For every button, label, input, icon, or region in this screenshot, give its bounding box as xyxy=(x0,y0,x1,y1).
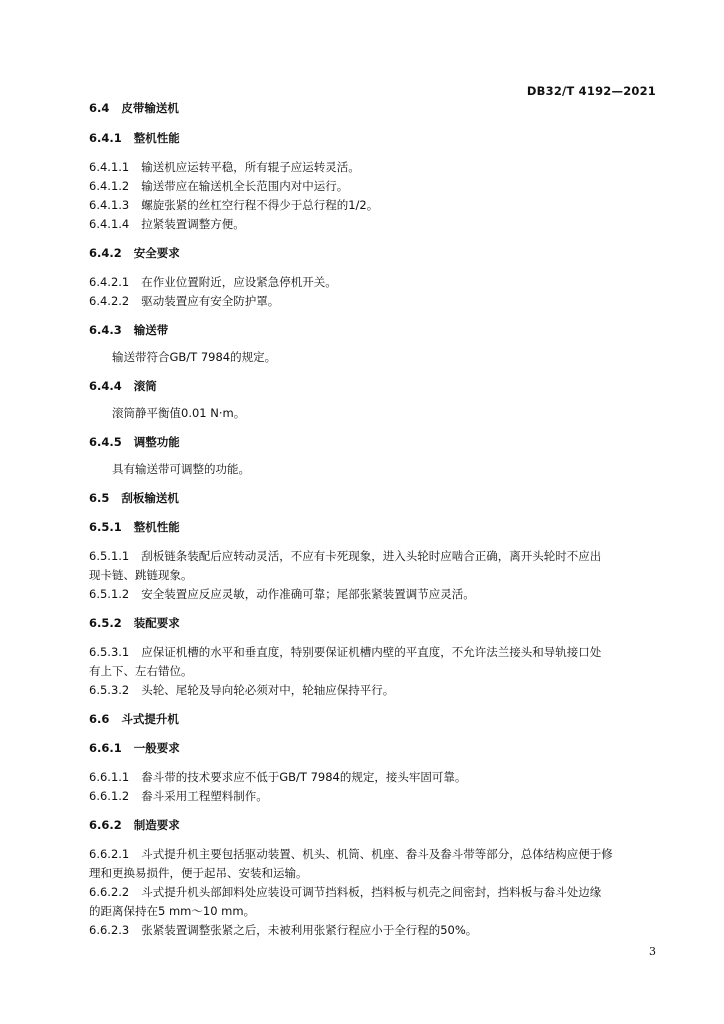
section-heading: 6.5 刮板输送机 xyxy=(89,491,179,505)
section-heading: 6.4.1 整机性能 xyxy=(89,131,180,145)
section-heading: 6.6 斗式提升机 xyxy=(89,712,179,726)
body-text: 输送带符合GB/T 7984的规定。 xyxy=(112,350,277,364)
clause: 6.4.2.2 驱动装置应有安全防护罩。 xyxy=(89,294,280,308)
body-text: 具有输送带可调整的功能。 xyxy=(112,462,250,476)
document-code: DB32/T 4192—2021 xyxy=(526,84,656,98)
clause: 6.5.1.2 安全装置应反应灵敏，动作准确可靠；尾部张紧装置调节应灵活。 xyxy=(89,587,475,601)
section-heading: 6.6.2 制造要求 xyxy=(89,818,180,832)
section-heading: 6.5.2 装配要求 xyxy=(89,616,180,630)
clause: 6.6.2.3 张紧装置调整张紧之后，未被利用张紧行程应小于全行程的50%。 xyxy=(89,923,478,937)
clause: 6.6.1.1 畚斗带的技术要求应不低于GB/T 7984的规定，接头牢固可靠。 xyxy=(89,770,467,784)
section-heading: 6.4.4 滚筒 xyxy=(89,379,157,393)
clause: 6.4.1.1 输送机应运转平稳，所有辊子应运转灵活。 xyxy=(89,160,360,174)
clause-continuation: 有上下、左右错位。 xyxy=(89,664,193,678)
section-heading: 6.4.3 输送带 xyxy=(89,323,169,337)
clause: 6.4.1.2 输送带应在输送机全长范围内对中运行。 xyxy=(89,179,349,193)
body-text: 滚筒静平衡值0.01 N·m。 xyxy=(112,406,246,420)
section-heading: 6.6.1 一般要求 xyxy=(89,741,180,755)
clause-continuation: 现卡链、跳链现象。 xyxy=(89,568,193,582)
clause: 6.4.2.1 在作业位置附近，应设紧急停机开关。 xyxy=(89,275,337,289)
clause: 6.6.2.1 斗式提升机主要包括驱动装置、机头、机筒、机座、畚斗及畚斗带等部分，总体结构应便于修 xyxy=(89,847,613,861)
section-heading: 6.4.5 调整功能 xyxy=(89,435,180,449)
clause: 6.6.1.2 畚斗采用工程塑料制作。 xyxy=(89,789,268,803)
clause: 6.5.3.1 应保证机槽的水平和垂直度，特别要保证机槽内壁的平直度，不允许法兰接头和导轨接口处 xyxy=(89,645,602,659)
section-heading: 6.4 皮带输送机 xyxy=(89,101,179,115)
section-heading: 6.4.2 安全要求 xyxy=(89,246,180,260)
clause: 6.6.2.2 斗式提升机头部卸料处应装设可调节挡料板，挡料板与机壳之间密封，挡料板与畚斗处边缘 xyxy=(89,885,602,899)
section-heading: 6.5.1 整机性能 xyxy=(89,520,180,534)
clause: 6.4.1.4 拉紧装置调整方便。 xyxy=(89,217,245,231)
clause-continuation: 理和更换易损件，便于起吊、安装和运输。 xyxy=(89,866,308,880)
page-number: 3 xyxy=(649,945,656,958)
clause-continuation: 的距离保持在5 mm～10 mm。 xyxy=(89,904,256,918)
clause: 6.4.1.3 螺旋张紧的丝杠空行程不得少于总行程的1/2。 xyxy=(89,198,379,212)
clause: 6.5.3.2 头轮、尾轮及导向轮必须对中，轮轴应保持平行。 xyxy=(89,683,395,697)
clause: 6.5.1.1 刮板链条装配后应转动灵活，不应有卡死现象，进入头轮时应啮合正确，离开头轮时不应出 xyxy=(89,549,602,563)
